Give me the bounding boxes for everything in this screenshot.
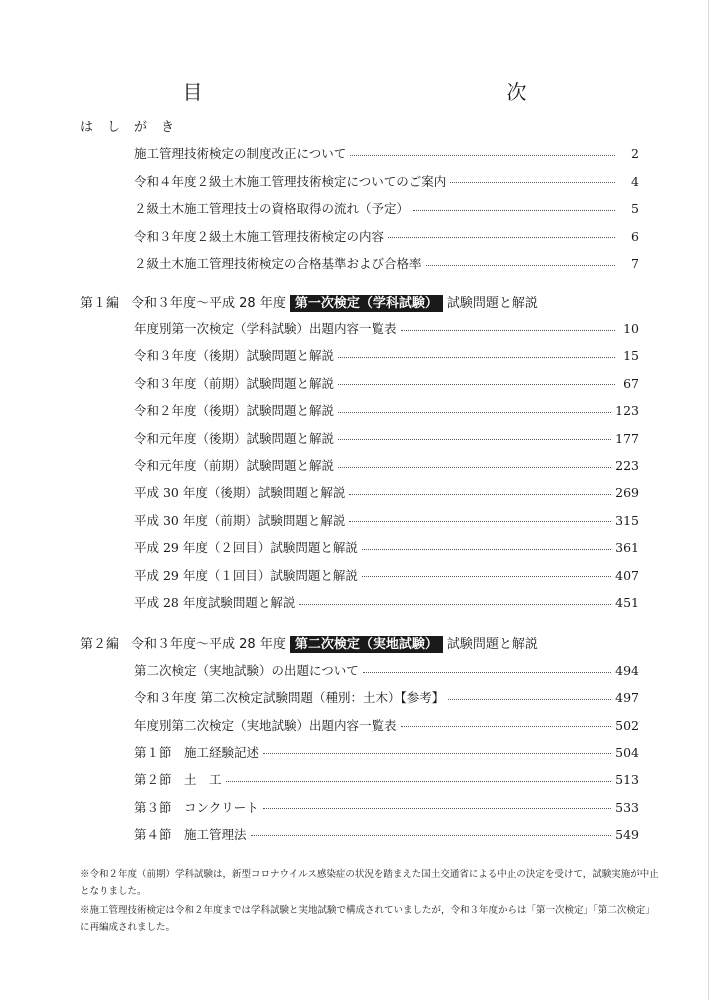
part2-suffix: 試験問題と解説 (446, 637, 538, 652)
toc-entry-label: 第二次検定（実地試験）の出題について (134, 663, 359, 678)
toc-entry (134, 401, 639, 419)
toc-entry-page: 67 (623, 375, 639, 391)
toc-entry-page: 494 (615, 663, 639, 678)
toc-entry-page: 7 (631, 256, 639, 271)
part1-highlight: 第一次検定（学科試験） (290, 295, 443, 312)
toc-entry (134, 374, 639, 392)
toc-entry (134, 661, 639, 679)
toc-entry (134, 144, 639, 162)
leader-dots (338, 357, 615, 358)
toc-entry-label: 平成 30 年度（前期）試験問題と解説 (134, 512, 346, 528)
leader-dots (350, 155, 615, 156)
toc-entry-label: ２級土木施工管理技士の資格取得の流れ（予定） (134, 201, 410, 216)
toc-entry-page: 223 (615, 458, 639, 473)
toc-entry-label: 年度別第二次検定（実地試験）出題内容一覧表 (134, 717, 397, 733)
toc-entry-page: 504 (615, 744, 639, 760)
toc-entry-page: 315 (615, 512, 639, 528)
toc-entry-page: 15 (623, 348, 639, 364)
toc-entry-page: 4 (631, 173, 639, 189)
toc-entry-page: 10 (623, 321, 639, 336)
toc-entry-page: 513 (615, 772, 639, 788)
toc-entry-label: 令和３年度 第二次検定試験問題（種別：土木）【参考】 (134, 690, 445, 706)
part1-range: 令和３年度～平成 28 年度 (131, 296, 286, 311)
toc-entry (134, 346, 639, 364)
footnote-1: ※令和２年度（前期）学科試験は，新型コロナウイルス感染症の状況を踏まえた国土交通省による中止の決定を受けて，試験実施が中止となりました。 (80, 869, 659, 897)
toc-entry (134, 538, 639, 556)
toc-entry-label: 平成 30 年度（後期）試験問題と解説 (134, 485, 346, 501)
toc-entry (134, 511, 639, 529)
toc-entry-label: ２級土木施工管理技術検定の合格基準および合格率 (134, 256, 422, 271)
toc-entry (134, 743, 639, 761)
part2-highlight: 第二次検定（実地試験） (290, 636, 443, 653)
leader-dots (426, 265, 615, 266)
leader-dots (226, 781, 612, 782)
leader-dots (448, 699, 611, 700)
toc-entry-label: 施工管理技術検定の制度改正について (134, 146, 347, 161)
leader-dots (450, 182, 615, 183)
toc-entry-label: 平成 29 年度（２回目）試験問題と解説 (134, 540, 358, 556)
leader-dots (338, 467, 611, 468)
toc-entry-page: 123 (615, 403, 639, 419)
part2-heading (80, 633, 538, 652)
leader-dots (362, 576, 611, 577)
toc-entry-page: 177 (615, 430, 639, 446)
leader-dots (388, 237, 615, 238)
toc-entry-label: 平成 29 年度（１回目）試験問題と解説 (134, 567, 358, 583)
leader-dots (362, 549, 611, 550)
toc-entry-label: 令和元年度（後期）試験問題と解説 (134, 430, 335, 446)
part1-suffix: 試験問題と解説 (446, 296, 538, 311)
toc-entry (134, 688, 639, 706)
toc-entry-label: 第４節 施工管理法 (134, 826, 247, 842)
toc-entry-page: 533 (615, 799, 639, 815)
toc-entry-label: 令和４年度２級土木施工管理技術検定についてのご案内 (134, 173, 447, 189)
toc-entry (134, 227, 639, 245)
toc-entry-label: 令和３年度（前期）試験問題と解説 (134, 375, 335, 391)
toc-entry (134, 199, 639, 217)
page-title: 目 次 (182, 80, 615, 104)
toc-entry-label: 令和３年度（後期）試験問題と解説 (134, 348, 335, 364)
toc-entry (134, 593, 639, 611)
toc-entry (134, 825, 639, 843)
toc-entry-page: 407 (615, 567, 639, 583)
toc-entry (134, 716, 639, 734)
toc-entry-label: 第３節 コンクリート (134, 799, 259, 815)
toc-entry-label: 令和３年度２級土木施工管理技術検定の内容 (134, 228, 385, 244)
toc-entry-label: 年度別第一次検定（学科試験）出題内容一覧表 (134, 321, 397, 336)
toc-entry (134, 798, 639, 816)
part1-number: 第１編 (80, 296, 120, 311)
part2-number: 第２編 (80, 637, 120, 652)
leader-dots (413, 210, 615, 211)
toc-entry-label: 第１節 施工経験記述 (134, 744, 260, 760)
preface-heading: はしがき (80, 120, 189, 135)
toc-entry-label: 平成 28 年度試験問題と解説 (134, 595, 296, 610)
leader-dots (263, 753, 611, 754)
toc-entry-page: 2 (631, 146, 639, 161)
toc-entry-page: 451 (615, 595, 639, 610)
toc-entry (134, 429, 639, 447)
toc-entry (134, 456, 639, 474)
leader-dots (299, 604, 611, 605)
toc-entry-page: 361 (615, 540, 639, 556)
leader-dots (251, 835, 612, 836)
toc-entry (134, 770, 639, 788)
leader-dots (263, 808, 611, 809)
leader-dots (338, 384, 615, 385)
part1-heading (80, 292, 538, 311)
toc-entry (134, 172, 639, 190)
toc-entry (134, 483, 639, 501)
leader-dots (363, 672, 611, 673)
toc-entry-page: 549 (615, 826, 639, 842)
toc-entry (134, 319, 639, 337)
toc-entry-label: 令和２年度（後期）試験問題と解説 (134, 403, 335, 419)
footnote-2: ※施工管理技術検定は令和２年度までは学科試験と実地試験で構成されていましたが，令和３年度からは「第一次検定」「第二次検定」に再編成されました。 (80, 905, 655, 933)
leader-dots (349, 521, 611, 522)
toc-entry-label: 令和元年度（前期）試験問題と解説 (134, 458, 335, 473)
leader-dots (338, 439, 611, 440)
toc-entry-page: 6 (631, 228, 639, 244)
toc-entry-label: 第２節 土 工 (134, 772, 222, 788)
toc-entry-page: 497 (615, 690, 639, 706)
toc-entry-page: 269 (615, 485, 639, 501)
toc-entry (134, 254, 639, 272)
toc-entry-page: 502 (615, 717, 639, 733)
leader-dots (338, 412, 611, 413)
leader-dots (401, 330, 615, 331)
leader-dots (349, 494, 611, 495)
part2-range: 令和３年度～平成 28 年度 (131, 637, 286, 652)
leader-dots (401, 726, 612, 727)
toc-entry-page: 5 (631, 201, 639, 216)
toc-entry (134, 566, 639, 584)
